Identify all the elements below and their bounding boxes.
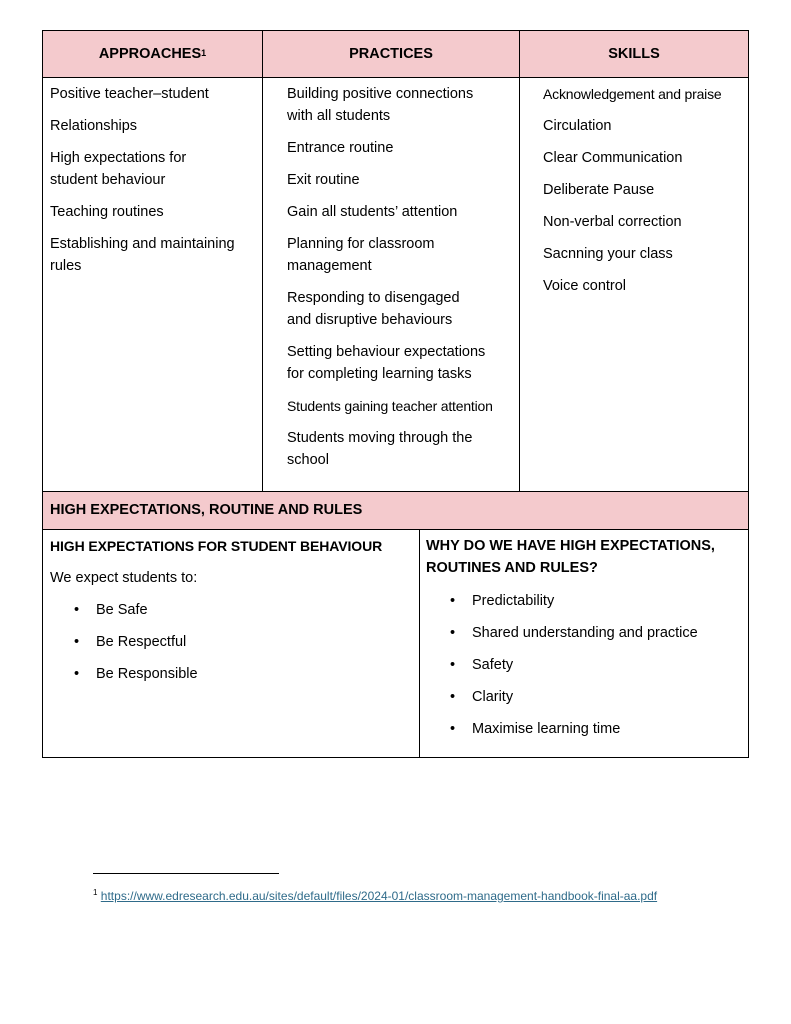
approach-item: Teaching routines [50,204,164,220]
footnote-separator [93,873,279,874]
approach-item: Relationships [50,118,138,134]
list-item: • Maximise learning time [426,718,742,740]
skills-header-label: SKILLS [608,46,660,62]
list-item: • Predictability [426,590,742,612]
section-divider [419,529,420,758]
section-title-border-bottom [42,529,749,530]
expectations-heading: HIGH EXPECTATIONS FOR STUDENT BEHAVIOUR [50,538,383,554]
skill-item: Clear Communication [543,150,683,166]
grid-border-bottom [42,491,749,492]
practice-item: Planning for classroom management [287,236,435,274]
list-item: • Safety [426,654,742,676]
table-border-left [42,30,43,758]
expectations-list [50,599,412,685]
column-divider-1 [262,30,263,492]
expectations-panel [50,535,412,695]
approaches-footnote-ref: 1 [201,48,207,58]
table-border-bottom [42,757,749,758]
skill-item: Acknowledgement and praise [543,86,722,102]
practice-item: Exit routine [287,172,360,188]
practices-list [287,83,519,481]
table-border-right [748,30,749,758]
why-heading: WHY DO WE HAVE HIGH EXPECTATIONS, ROUTINES AND RULES? [426,538,715,576]
footnote-link[interactable]: https://www.edresearch.edu.au/sites/default/files/2024-01/classroom-management-handbook-final-aa.pdf [100,889,658,903]
approaches-list [50,83,255,287]
why-list [426,590,742,740]
list-item: • Shared understanding and practice [426,622,742,644]
column-divider-2 [519,30,520,492]
approaches-header [43,31,262,77]
practice-item: Gain all students’ attention [287,204,458,220]
practice-item: Students moving through the school [287,430,473,468]
skill-item: Non-verbal correction [543,214,682,230]
practices-header-label: PRACTICES [349,46,433,62]
practice-item: Entrance routine [287,140,394,156]
approach-item: Establishing and maintaining rules [50,236,235,274]
list-item: • Be Respectful [50,631,412,653]
practice-item: Building positive connections with all students [287,86,474,124]
footnote [93,884,693,905]
skill-item: Voice control [543,278,627,294]
skills-header [520,31,748,77]
skill-item: Sacnning your class [543,246,673,262]
list-item: • Be Responsible [50,663,412,685]
practice-item: Setting behaviour expectations for completing learning tasks [287,344,486,382]
skill-item: Deliberate Pause [543,182,655,198]
section-title: HIGH EXPECTATIONS, ROUTINE AND RULES [50,502,363,518]
skill-item: Circulation [543,118,612,134]
practices-header [263,31,519,77]
practice-item: Students gaining teacher attention [287,398,493,414]
practice-item: Responding to disengaged and disruptive behaviours [287,290,460,328]
why-panel [426,535,742,750]
list-item: • Clarity [426,686,742,708]
list-item: • Be Safe [50,599,412,621]
expectations-intro: We expect students to: [50,570,198,586]
approach-item: High expectations for student behaviour [50,150,187,188]
header-border-bottom [42,77,749,78]
approaches-header-label: APPROACHES [98,46,202,62]
skills-list [543,83,747,307]
approach-item: Positive teacher–student [50,86,209,102]
footnote-marker: 1 [93,888,98,897]
